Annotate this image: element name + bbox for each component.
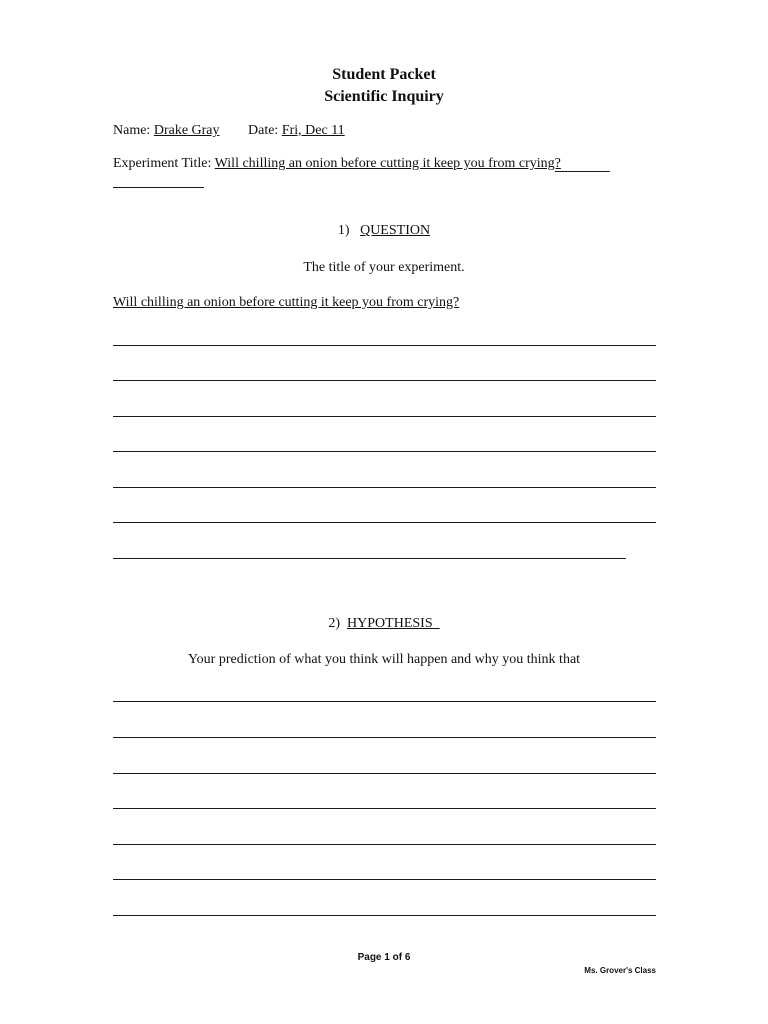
hypothesis-answer-line-3 [113, 773, 656, 774]
experiment-title-value: Will chilling an onion before cutting it keep you from crying? [214, 156, 561, 171]
experiment-title-underline-cont [113, 187, 204, 188]
question-answer-line-7 [113, 558, 626, 559]
question-answer-line-5 [113, 487, 656, 488]
hypothesis-answer-line-6 [113, 879, 656, 880]
packet-title: Student Packet [332, 66, 436, 83]
question-answer: Will chilling an onion before cutting it keep you from crying? [113, 295, 460, 310]
hypothesis-instruction: Your prediction of what you think will happen and why you think that [187, 652, 581, 667]
hypothesis-answer-line-4 [113, 808, 656, 809]
date-value: Fri, Dec 11 [281, 123, 345, 138]
experiment-title-label: Experiment Title: [113, 156, 212, 171]
question-instruction: The title of your experiment. [303, 260, 465, 275]
hypothesis-answer-line-5 [113, 844, 656, 845]
hypothesis-answer-line-1 [113, 701, 656, 702]
hypothesis-heading-label: HYPOTHESIS [347, 616, 433, 631]
class-name: Ms. Grover's Class [584, 966, 656, 975]
date-row [248, 122, 345, 140]
question-answer-line-4 [113, 451, 656, 452]
question-heading [0, 222, 768, 240]
hypothesis-answer-line-2 [113, 737, 656, 738]
name-value: Drake Gray [153, 123, 220, 138]
hypothesis-number: 2) [328, 616, 341, 631]
page-number: Page 1 of 6 [357, 952, 411, 963]
experiment-title-row [113, 155, 561, 173]
question-answer-line-6 [113, 522, 656, 523]
name-label: Name: [113, 123, 151, 138]
date-label: Date: [248, 123, 279, 138]
question-number: 1) [337, 223, 350, 238]
question-answer-line-1 [113, 345, 656, 346]
name-row [113, 122, 220, 140]
question-answer-line-2 [113, 380, 656, 381]
hypothesis-heading [0, 615, 768, 633]
question-answer-line-3 [113, 416, 656, 417]
question-heading-label: QUESTION [360, 223, 431, 238]
hypothesis-answer-line-7 [113, 915, 656, 916]
packet-subtitle: Scientific Inquiry [324, 88, 444, 105]
experiment-title-underline-tail [555, 171, 610, 172]
